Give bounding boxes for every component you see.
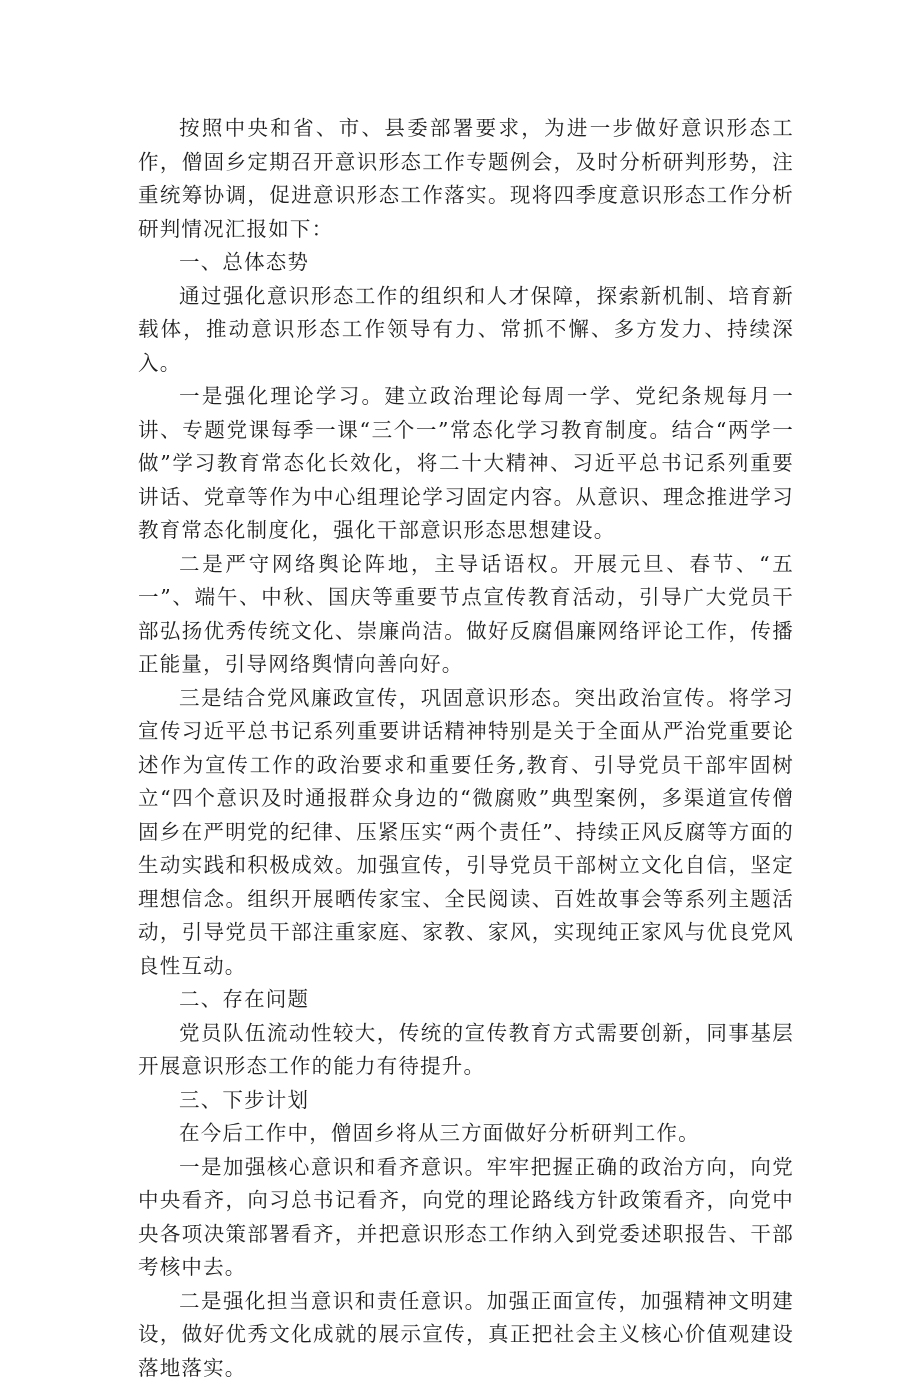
document-body [138,112,794,1385]
intro-paragraph: 按照中央和省、市、县委部署要求，为进一步做好意识形态工作，僧固乡定期召开意识形态工作专题例会，及时分析研判形势，注重统筹协调，促进意识形态工作落实。现将四季度意识形态工作分析研判情况汇报如下： [138,112,794,246]
theory-study-paragraph: 一是强化理论学习。建立政治理论每周一学、党纪条规每月一讲、专题党课每季一课“三个一”常态化学习教育制度。结合“两学一做”学习教育常态化长效化，将二十大精神、习近平总书记系列重要讲话、党章等作为中心组理论学习固定内容。从意识、理念推进学习教育常态化制度化，强化干部意识形态思想建设。 [138,380,794,548]
plan-intro-paragraph: 在今后工作中，僧固乡将从三方面做好分析研判工作。 [138,1117,794,1151]
online-opinion-paragraph: 二是严守网络舆论阵地，主导话语权。开展元旦、春节、“五一”、端午、中秋、国庆等重要节点宣传教育活动，引导广大党员干部弘扬优秀传统文化、崇廉尚洁。做好反腐倡廉网络评论工作，传播正能量，引导网络舆情向善向好。 [138,548,794,682]
plan-item-responsibility: 二是强化担当意识和责任意识。加强正面宣传，加强精神文明建设，做好优秀文化成就的展示宣传，真正把社会主义核心价值观建设落地落实。 [138,1285,794,1385]
overall-summary-paragraph: 通过强化意识形态工作的组织和人才保障，探索新机制、培育新载体，推动意识形态工作领导有力、常抓不懈、多方发力、持续深入。 [138,280,794,381]
section-heading-overall: 一、总体态势 [138,246,794,280]
section-heading-problems: 二、存在问题 [138,983,794,1017]
integrity-publicity-paragraph: 三是结合党风廉政宣传，巩固意识形态。突出政治宣传。将学习宣传习近平总书记系列重要讲话精神特别是关于全面从严治党重要论述作为宣传工作的政治要求和重要任务,教育、引导党员干部牢固树立“四个意识及时通报群众身边的“微腐败”典型案例，多渠道宣传僧固乡在严明党的纪律、压紧压实“两个责任”、持续正风反腐等方面的生动实践和积极成效。加强宣传，引导党员干部树立文化自信，坚定理想信念。组织开展晒传家宝、全民阅读、百姓故事会等系列主题活动，引导党员干部注重家庭、家教、家风，实现纯正家风与优良党风良性互动。 [138,682,794,984]
section-heading-plan: 三、下步计划 [138,1084,794,1118]
plan-item-core-awareness: 一是加强核心意识和看齐意识。牢牢把握正确的政治方向，向党中央看齐，向习总书记看齐，向党的理论路线方针政策看齐，向党中央各项决策部署看齐，并把意识形态工作纳入到党委述职报告、干部考核中去。 [138,1151,794,1285]
problems-paragraph: 党员队伍流动性较大，传统的宣传教育方式需要创新，同事基层开展意识形态工作的能力有待提升。 [138,1017,794,1084]
